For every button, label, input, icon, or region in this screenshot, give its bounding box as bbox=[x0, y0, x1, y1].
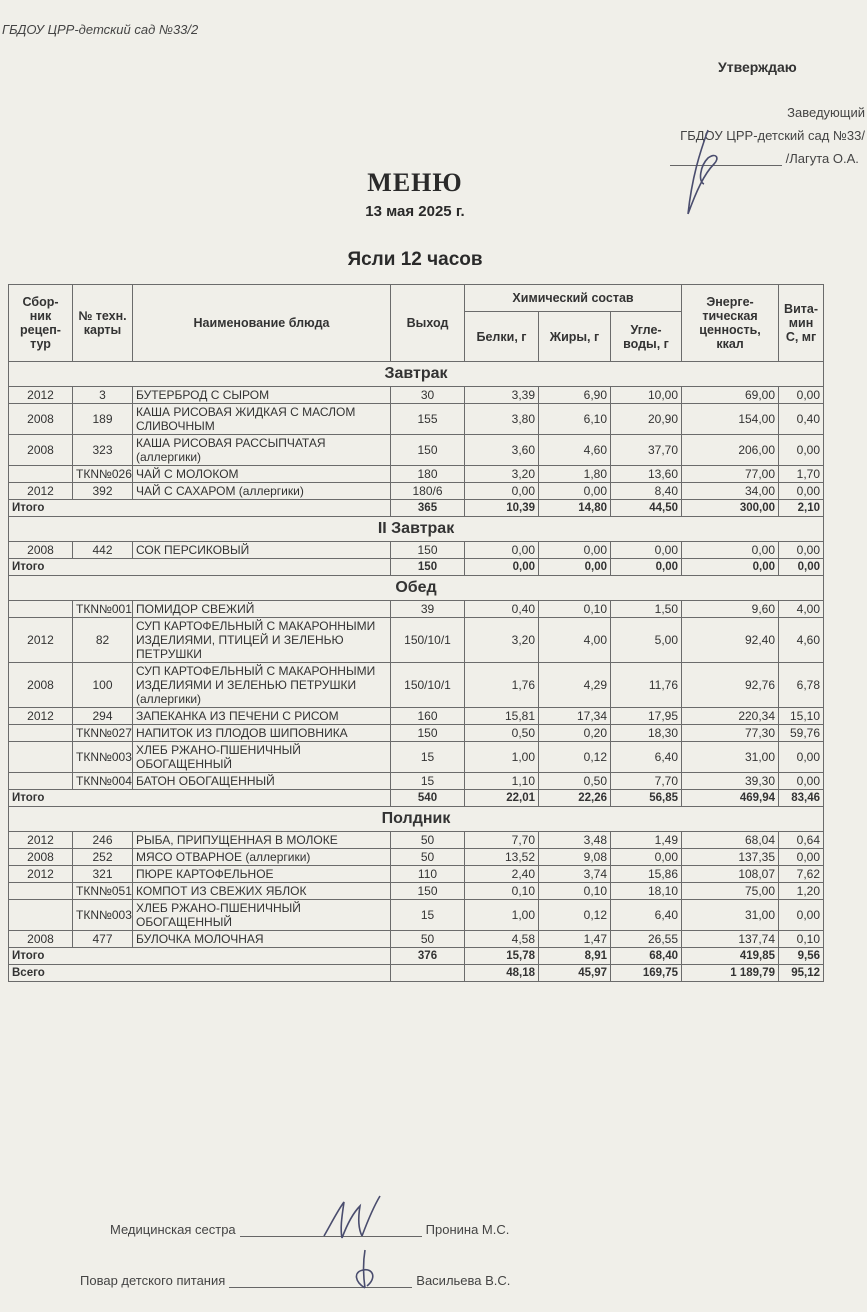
cell-collection: 2008 bbox=[9, 404, 73, 435]
total-energy: 0,00 bbox=[682, 559, 779, 576]
cell-energy: 9,60 bbox=[682, 601, 779, 618]
cell-output: 50 bbox=[391, 832, 465, 849]
cell-output: 160 bbox=[391, 708, 465, 725]
cell-protein: 2,40 bbox=[465, 866, 539, 883]
cell-output: 150/10/1 bbox=[391, 618, 465, 663]
table-row bbox=[9, 849, 824, 866]
cook-signature-row bbox=[80, 1273, 510, 1288]
cell-output: 150 bbox=[391, 542, 465, 559]
section-header-row bbox=[9, 807, 824, 832]
cell-dish-name: ПОМИДОР СВЕЖИЙ bbox=[133, 601, 391, 618]
cell-dish-name: БАТОН ОБОГАЩЕННЫЙ bbox=[133, 773, 391, 790]
cell-fat: 1,47 bbox=[539, 931, 611, 948]
cell-protein: 1,10 bbox=[465, 773, 539, 790]
section-header-row bbox=[9, 576, 824, 601]
col-dish-name: Наименование блюда bbox=[133, 285, 391, 362]
cell-tech-card: 323 bbox=[73, 435, 133, 466]
cell-carbs: 6,40 bbox=[611, 900, 682, 931]
total-fat: 14,80 bbox=[539, 500, 611, 517]
table-row bbox=[9, 435, 824, 466]
section-title: Полдник bbox=[9, 807, 824, 832]
group-title: Ясли 12 часов bbox=[347, 249, 483, 270]
cell-collection bbox=[9, 742, 73, 773]
cell-output: 30 bbox=[391, 387, 465, 404]
cell-fat: 4,29 bbox=[539, 663, 611, 708]
total-vitamin: 9,56 bbox=[779, 948, 824, 965]
cell-protein: 1,00 bbox=[465, 742, 539, 773]
cell-carbs: 0,00 bbox=[611, 542, 682, 559]
total-vitamin: 83,46 bbox=[779, 790, 824, 807]
cell-energy: 92,76 bbox=[682, 663, 779, 708]
cell-output: 39 bbox=[391, 601, 465, 618]
grand-total-carbs: 169,75 bbox=[611, 965, 682, 982]
cell-vitamin: 0,10 bbox=[779, 931, 824, 948]
col-protein: Белки, г bbox=[465, 312, 539, 362]
cell-tech-card: 442 bbox=[73, 542, 133, 559]
cell-collection: 2012 bbox=[9, 866, 73, 883]
nurse-name: Пронина М.С. bbox=[425, 1222, 510, 1237]
cell-carbs: 37,70 bbox=[611, 435, 682, 466]
cell-collection bbox=[9, 601, 73, 618]
organization-name: ГБДОУ ЦРР-детский сад №33/2 bbox=[2, 22, 199, 37]
table-row bbox=[9, 387, 824, 404]
cell-output: 180/6 bbox=[391, 483, 465, 500]
nurse-signature-icon bbox=[318, 1192, 388, 1244]
cell-fat: 0,10 bbox=[539, 601, 611, 618]
cell-fat: 3,74 bbox=[539, 866, 611, 883]
cell-protein: 0,10 bbox=[465, 883, 539, 900]
cell-output: 15 bbox=[391, 900, 465, 931]
cell-protein: 3,39 bbox=[465, 387, 539, 404]
col-energy: Энерге-тическая ценность, ккал bbox=[682, 285, 779, 362]
cell-collection: 2012 bbox=[9, 483, 73, 500]
cell-energy: 39,30 bbox=[682, 773, 779, 790]
page-title: МЕНЮ bbox=[367, 168, 463, 197]
cell-carbs: 18,10 bbox=[611, 883, 682, 900]
col-vitamin: Вита-мин С, мг bbox=[779, 285, 824, 362]
total-row bbox=[9, 500, 824, 517]
table-header-row bbox=[9, 285, 824, 312]
table-row bbox=[9, 742, 824, 773]
cell-dish-name: ПЮРЕ КАРТОФЕЛЬНОЕ bbox=[133, 866, 391, 883]
cell-energy: 137,74 bbox=[682, 931, 779, 948]
grand-total-vitamin: 95,12 bbox=[779, 965, 824, 982]
cell-fat: 0,20 bbox=[539, 725, 611, 742]
table-row bbox=[9, 601, 824, 618]
cell-vitamin: 4,00 bbox=[779, 601, 824, 618]
total-fat: 0,00 bbox=[539, 559, 611, 576]
cell-protein: 7,70 bbox=[465, 832, 539, 849]
cell-vitamin: 0,40 bbox=[779, 404, 824, 435]
cell-output: 15 bbox=[391, 773, 465, 790]
col-chem-comp: Химический состав bbox=[465, 285, 682, 312]
cell-output: 150/10/1 bbox=[391, 663, 465, 708]
cell-dish-name: КОМПОТ ИЗ СВЕЖИХ ЯБЛОК bbox=[133, 883, 391, 900]
col-tech-card: № техн. карты bbox=[73, 285, 133, 362]
section-header-row bbox=[9, 517, 824, 542]
cell-tech-card: ТКN№027 bbox=[73, 725, 133, 742]
cell-tech-card: 477 bbox=[73, 931, 133, 948]
table-row bbox=[9, 404, 824, 435]
cell-vitamin: 1,20 bbox=[779, 883, 824, 900]
cell-output: 155 bbox=[391, 404, 465, 435]
cell-energy: 137,35 bbox=[682, 849, 779, 866]
total-label: Итого bbox=[9, 559, 391, 576]
col-carbs: Угле-воды, г bbox=[611, 312, 682, 362]
cell-fat: 6,90 bbox=[539, 387, 611, 404]
table-row bbox=[9, 466, 824, 483]
total-protein: 22,01 bbox=[465, 790, 539, 807]
total-energy: 300,00 bbox=[682, 500, 779, 517]
cell-output: 15 bbox=[391, 742, 465, 773]
total-label: Итого bbox=[9, 948, 391, 965]
cell-protein: 0,00 bbox=[465, 542, 539, 559]
section-title: II Завтрак bbox=[9, 517, 824, 542]
table-row bbox=[9, 618, 824, 663]
cell-energy: 0,00 bbox=[682, 542, 779, 559]
cell-collection: 2008 bbox=[9, 542, 73, 559]
cell-protein: 3,80 bbox=[465, 404, 539, 435]
cell-collection bbox=[9, 773, 73, 790]
cell-dish-name: ХЛЕБ РЖАНО-ПШЕНИЧНЫЙ ОБОГАЩЕННЫЙ bbox=[133, 900, 391, 931]
total-row bbox=[9, 948, 824, 965]
cell-energy: 206,00 bbox=[682, 435, 779, 466]
cell-vitamin: 0,00 bbox=[779, 435, 824, 466]
cell-vitamin: 6,78 bbox=[779, 663, 824, 708]
total-fat: 22,26 bbox=[539, 790, 611, 807]
cell-collection: 2008 bbox=[9, 849, 73, 866]
cell-tech-card: 392 bbox=[73, 483, 133, 500]
cell-collection: 2012 bbox=[9, 832, 73, 849]
cell-carbs: 6,40 bbox=[611, 742, 682, 773]
cell-dish-name: НАПИТОК ИЗ ПЛОДОВ ШИПОВНИКА bbox=[133, 725, 391, 742]
cell-carbs: 20,90 bbox=[611, 404, 682, 435]
cell-tech-card: 294 bbox=[73, 708, 133, 725]
cell-protein: 0,40 bbox=[465, 601, 539, 618]
grand-total-protein: 48,18 bbox=[465, 965, 539, 982]
cell-energy: 77,30 bbox=[682, 725, 779, 742]
table-row bbox=[9, 542, 824, 559]
table-row bbox=[9, 900, 824, 931]
total-row bbox=[9, 790, 824, 807]
cell-energy: 34,00 bbox=[682, 483, 779, 500]
total-protein: 0,00 bbox=[465, 559, 539, 576]
cell-protein: 3,60 bbox=[465, 435, 539, 466]
cell-fat: 4,00 bbox=[539, 618, 611, 663]
table-row bbox=[9, 931, 824, 948]
cell-output: 50 bbox=[391, 931, 465, 948]
cell-carbs: 1,50 bbox=[611, 601, 682, 618]
section-title: Завтрак bbox=[9, 362, 824, 387]
cell-vitamin: 7,62 bbox=[779, 866, 824, 883]
cell-tech-card: 82 bbox=[73, 618, 133, 663]
cell-collection: 2008 bbox=[9, 931, 73, 948]
cell-energy: 69,00 bbox=[682, 387, 779, 404]
cell-carbs: 5,00 bbox=[611, 618, 682, 663]
cook-signature-icon bbox=[345, 1248, 385, 1292]
section-title: Обед bbox=[9, 576, 824, 601]
cell-fat: 4,60 bbox=[539, 435, 611, 466]
cell-carbs: 8,40 bbox=[611, 483, 682, 500]
cell-tech-card: ТКN№026 bbox=[73, 466, 133, 483]
cell-tech-card: 3 bbox=[73, 387, 133, 404]
total-protein: 15,78 bbox=[465, 948, 539, 965]
cell-dish-name: РЫБА, ПРИПУЩЕННАЯ В МОЛОКЕ bbox=[133, 832, 391, 849]
cell-carbs: 1,49 bbox=[611, 832, 682, 849]
total-row bbox=[9, 559, 824, 576]
cell-protein: 4,58 bbox=[465, 931, 539, 948]
cell-collection: 2008 bbox=[9, 435, 73, 466]
cell-energy: 77,00 bbox=[682, 466, 779, 483]
cell-fat: 17,34 bbox=[539, 708, 611, 725]
total-carbs: 0,00 bbox=[611, 559, 682, 576]
grand-total-energy: 1 189,79 bbox=[682, 965, 779, 982]
cell-tech-card: ТКN№001 bbox=[73, 601, 133, 618]
total-vitamin: 0,00 bbox=[779, 559, 824, 576]
table-row bbox=[9, 883, 824, 900]
cell-vitamin: 0,00 bbox=[779, 900, 824, 931]
cell-carbs: 0,00 bbox=[611, 849, 682, 866]
cell-fat: 0,00 bbox=[539, 483, 611, 500]
cell-energy: 68,04 bbox=[682, 832, 779, 849]
cell-carbs: 18,30 bbox=[611, 725, 682, 742]
cell-dish-name: БУЛОЧКА МОЛОЧНАЯ bbox=[133, 931, 391, 948]
total-fat: 8,91 bbox=[539, 948, 611, 965]
cell-carbs: 13,60 bbox=[611, 466, 682, 483]
cell-fat: 0,12 bbox=[539, 742, 611, 773]
col-fat: Жиры, г bbox=[539, 312, 611, 362]
table-row bbox=[9, 483, 824, 500]
cell-vitamin: 15,10 bbox=[779, 708, 824, 725]
section-header-row bbox=[9, 362, 824, 387]
cell-output: 50 bbox=[391, 849, 465, 866]
cook-name: Васильева В.С. bbox=[416, 1273, 511, 1288]
col-collection: Сбор-ник рецеп-тур bbox=[9, 285, 73, 362]
cell-vitamin: 1,70 bbox=[779, 466, 824, 483]
cell-protein: 3,20 bbox=[465, 466, 539, 483]
head-organization: ГБДОУ ЦРР-детский сад №33/ bbox=[680, 128, 865, 143]
cell-output: 150 bbox=[391, 725, 465, 742]
cell-collection: 2012 bbox=[9, 387, 73, 404]
cell-energy: 75,00 bbox=[682, 883, 779, 900]
cell-dish-name: СОК ПЕРСИКОВЫЙ bbox=[133, 542, 391, 559]
table-row bbox=[9, 866, 824, 883]
table-row bbox=[9, 663, 824, 708]
cell-energy: 108,07 bbox=[682, 866, 779, 883]
total-output: 365 bbox=[391, 500, 465, 517]
table-row bbox=[9, 708, 824, 725]
cell-fat: 9,08 bbox=[539, 849, 611, 866]
cook-label: Повар детского питания bbox=[80, 1273, 226, 1288]
cell-carbs: 17,95 bbox=[611, 708, 682, 725]
nurse-signature-row bbox=[110, 1222, 509, 1237]
total-label: Итого bbox=[9, 790, 391, 807]
total-output: 376 bbox=[391, 948, 465, 965]
grand-total-output bbox=[391, 965, 465, 982]
cell-energy: 220,34 bbox=[682, 708, 779, 725]
cell-fat: 0,00 bbox=[539, 542, 611, 559]
cell-fat: 6,10 bbox=[539, 404, 611, 435]
total-protein: 10,39 bbox=[465, 500, 539, 517]
total-output: 150 bbox=[391, 559, 465, 576]
cell-output: 150 bbox=[391, 883, 465, 900]
cell-output: 180 bbox=[391, 466, 465, 483]
cell-carbs: 26,55 bbox=[611, 931, 682, 948]
cell-dish-name: ХЛЕБ РЖАНО-ПШЕНИЧНЫЙ ОБОГАЩЕННЫЙ bbox=[133, 742, 391, 773]
nurse-label: Медицинская сестра bbox=[110, 1222, 236, 1237]
cell-carbs: 7,70 bbox=[611, 773, 682, 790]
cell-vitamin: 0,00 bbox=[779, 387, 824, 404]
cell-protein: 1,76 bbox=[465, 663, 539, 708]
cell-collection bbox=[9, 883, 73, 900]
cell-tech-card: 252 bbox=[73, 849, 133, 866]
cell-energy: 154,00 bbox=[682, 404, 779, 435]
table-row bbox=[9, 832, 824, 849]
cell-dish-name: СУП КАРТОФЕЛЬНЫЙ С МАКАРОННЫМИ ИЗДЕЛИЯМИ, ПТИЦЕЙ И ЗЕЛЕНЬЮ ПЕТРУШКИ bbox=[133, 618, 391, 663]
cell-tech-card: ТКN№003 bbox=[73, 900, 133, 931]
cell-tech-card: ТКN№051 bbox=[73, 883, 133, 900]
cell-collection bbox=[9, 900, 73, 931]
cell-energy: 31,00 bbox=[682, 742, 779, 773]
cell-tech-card: ТКN№003 bbox=[73, 742, 133, 773]
head-name: /Лагута О.А. bbox=[785, 151, 859, 166]
cell-dish-name: ЧАЙ С МОЛОКОМ bbox=[133, 466, 391, 483]
cell-vitamin: 0,00 bbox=[779, 483, 824, 500]
cell-protein: 0,50 bbox=[465, 725, 539, 742]
total-carbs: 56,85 bbox=[611, 790, 682, 807]
cell-fat: 0,50 bbox=[539, 773, 611, 790]
col-output: Выход bbox=[391, 285, 465, 362]
total-carbs: 44,50 bbox=[611, 500, 682, 517]
cell-vitamin: 0,64 bbox=[779, 832, 824, 849]
cell-protein: 3,20 bbox=[465, 618, 539, 663]
cell-dish-name: МЯСО ОТВАРНОЕ (аллергики) bbox=[133, 849, 391, 866]
grand-total-label: Всего bbox=[9, 965, 391, 982]
total-carbs: 68,40 bbox=[611, 948, 682, 965]
cell-dish-name: ЧАЙ С САХАРОМ (аллергики) bbox=[133, 483, 391, 500]
cell-fat: 3,48 bbox=[539, 832, 611, 849]
cell-output: 110 bbox=[391, 866, 465, 883]
cell-collection: 2012 bbox=[9, 708, 73, 725]
head-position: Заведующий bbox=[787, 105, 865, 120]
cell-tech-card: 246 bbox=[73, 832, 133, 849]
cell-energy: 92,40 bbox=[682, 618, 779, 663]
cell-tech-card: 321 bbox=[73, 866, 133, 883]
cell-protein: 15,81 bbox=[465, 708, 539, 725]
cell-tech-card: 189 bbox=[73, 404, 133, 435]
cell-dish-name: ЗАПЕКАНКА ИЗ ПЕЧЕНИ С РИСОМ bbox=[133, 708, 391, 725]
total-output: 540 bbox=[391, 790, 465, 807]
cell-vitamin: 0,00 bbox=[779, 849, 824, 866]
table-row bbox=[9, 773, 824, 790]
cell-collection: 2008 bbox=[9, 663, 73, 708]
cell-protein: 13,52 bbox=[465, 849, 539, 866]
cell-dish-name: БУТЕРБРОД С СЫРОМ bbox=[133, 387, 391, 404]
total-vitamin: 2,10 bbox=[779, 500, 824, 517]
grand-total-row bbox=[9, 965, 824, 982]
cell-carbs: 15,86 bbox=[611, 866, 682, 883]
cell-vitamin: 0,00 bbox=[779, 542, 824, 559]
cell-vitamin: 0,00 bbox=[779, 742, 824, 773]
cell-dish-name: КАША РИСОВАЯ РАССЫПЧАТАЯ (аллергики) bbox=[133, 435, 391, 466]
cell-dish-name: СУП КАРТОФЕЛЬНЫЙ С МАКАРОННЫМИ ИЗДЕЛИЯМИ И ЗЕЛЕНЬЮ ПЕТРУШКИ (аллергики) bbox=[133, 663, 391, 708]
cell-carbs: 11,76 bbox=[611, 663, 682, 708]
cell-fat: 0,12 bbox=[539, 900, 611, 931]
total-energy: 419,85 bbox=[682, 948, 779, 965]
total-label: Итого bbox=[9, 500, 391, 517]
menu-date: 13 мая 2025 г. bbox=[365, 203, 465, 220]
cell-vitamin: 4,60 bbox=[779, 618, 824, 663]
cell-collection bbox=[9, 725, 73, 742]
cell-dish-name: КАША РИСОВАЯ ЖИДКАЯ С МАСЛОМ СЛИВОЧНЫМ bbox=[133, 404, 391, 435]
cell-collection bbox=[9, 466, 73, 483]
cell-tech-card: 100 bbox=[73, 663, 133, 708]
cell-fat: 0,10 bbox=[539, 883, 611, 900]
table-row bbox=[9, 725, 824, 742]
cell-output: 150 bbox=[391, 435, 465, 466]
cell-protein: 0,00 bbox=[465, 483, 539, 500]
cell-fat: 1,80 bbox=[539, 466, 611, 483]
cell-collection: 2012 bbox=[9, 618, 73, 663]
cell-tech-card: ТКN№004 bbox=[73, 773, 133, 790]
cell-protein: 1,00 bbox=[465, 900, 539, 931]
cell-carbs: 10,00 bbox=[611, 387, 682, 404]
approve-label: Утверждаю bbox=[718, 59, 797, 75]
menu-table bbox=[8, 284, 824, 982]
total-energy: 469,94 bbox=[682, 790, 779, 807]
cell-vitamin: 0,00 bbox=[779, 773, 824, 790]
cell-vitamin: 59,76 bbox=[779, 725, 824, 742]
cell-energy: 31,00 bbox=[682, 900, 779, 931]
grand-total-fat: 45,97 bbox=[539, 965, 611, 982]
